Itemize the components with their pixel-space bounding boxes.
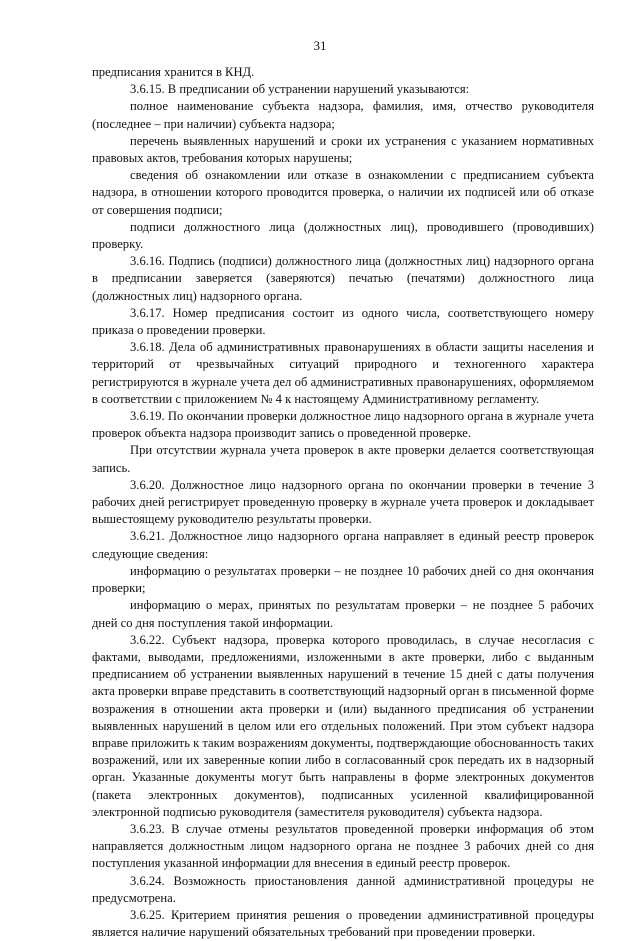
paragraph: перечень выявленных нарушений и сроки их устранения с указанием нормативных правовых актов, требования которых нарушены; — [92, 133, 594, 166]
paragraph: 3.6.19. По окончании проверки должностное лицо надзорного органа в журнале учета проверок объекта надзора производит запись о проведенной проверке. — [92, 409, 594, 441]
paragraph: При отсутствии журнала учета проверок в акте проверки делается соответствующая запись. — [92, 443, 594, 475]
paragraph: информацию о мерах, принятых по результатам проверки – не позднее 5 рабочих дней со дня поступления такой информации. — [92, 598, 594, 630]
document-body — [92, 64, 594, 941]
paragraph: 3.6.20. Должностное лицо надзорного органа по окончании проверки в течение 3 рабочих дней регистрирует проведенную проверку в журнале учета проверок и докладывает вышестоящему руководителю результаты проверки. — [92, 477, 594, 527]
paragraph: полное наименование субъекта надзора, фамилия, имя, отчество руководителя (последнее – при наличии) субъекта надзора; — [92, 99, 594, 131]
paragraph: сведения об ознакомлении или отказе в ознакомлении с предписанием субъекта надзора, в отношении которого проводится проверка, о наличии их подписей или об отказе от совершения подписи; — [92, 168, 594, 217]
paragraph: 3.6.23. В случае отмены результатов проведенной проверки информация об этом направляется должностным лицом надзорного органа не позднее 3 рабочих дней со дня поступления указанной информации для внесения в единый реестр проверок. — [92, 821, 594, 871]
page-number: 31 — [313, 38, 327, 53]
paragraph: информацию о результатах проверки – не позднее 10 рабочих дней со дня окончания проверки; — [92, 563, 594, 596]
paragraph: подписи должностного лица (должностных лиц), проводившего (проводивших) проверку. — [92, 219, 594, 252]
paragraph: 3.6.24. Возможность приостановления данной административной процедуры не предусмотрена. — [92, 873, 594, 905]
paragraph: 3.6.22. Субъект надзора, проверка которого проводилась, в случае несогласия с фактами, выводами, предложениями, изложенными в акте проверки, либо с выданным предписанием об устранении выявленных нарушений в течение 15 дней с даты получения акта проверки вправе представить в соответствующий надзорный орган в письменной форме возражения в отношении акта проверки и (или) выданного предписания об устранении выявленных нарушений в целом или его отдельных положений. При этом субъект надзора вправе приложить к таким возражениям документы, подтверждающие обоснованность таких возражений, или их заверенные копии либо в согласованный срок передать их в надзорный орган. Указанные документы могут быть направлены в форме электронных документов (пакета электронных документов), подписанных усиленной квалифицированной электронной подписью руководителя (заместителя руководителя) субъекта надзора. — [92, 632, 594, 819]
paragraph: 3.6.17. Номер предписания состоит из одного числа, соответствующего номеру приказа о проведении проверки. — [92, 305, 594, 338]
paragraph: 3.6.16. Подпись (подписи) должностного лица (должностных лиц) надзорного органа в предписании заверяется (заверяются) печатью (печатями) должностного лица (должностных лиц) надзорного органа. — [92, 254, 594, 303]
paragraph: предписания хранится в КНД. — [92, 65, 255, 79]
paragraph: 3.6.21. Должностное лицо надзорного органа направляет в единый реестр проверок следующие сведения: — [92, 529, 594, 561]
paragraph: 3.6.25. Критерием принятия решения о проведении административной процедуры является наличие нарушений обязательных требований при проведении проверки. — [92, 907, 594, 940]
paragraph: 3.6.15. В предписании об устранении нарушений указываются: — [130, 82, 470, 97]
paragraph: 3.6.18. Дела об административных правонарушениях в области защиты населения и территорий от чрезвычайных ситуаций природного и техногенного характера регистрируются в журнале учета дел об административных правонарушениях, оформляемом в соответствии с приложением № 4 к настоящему Административному регламенту. — [92, 340, 594, 406]
